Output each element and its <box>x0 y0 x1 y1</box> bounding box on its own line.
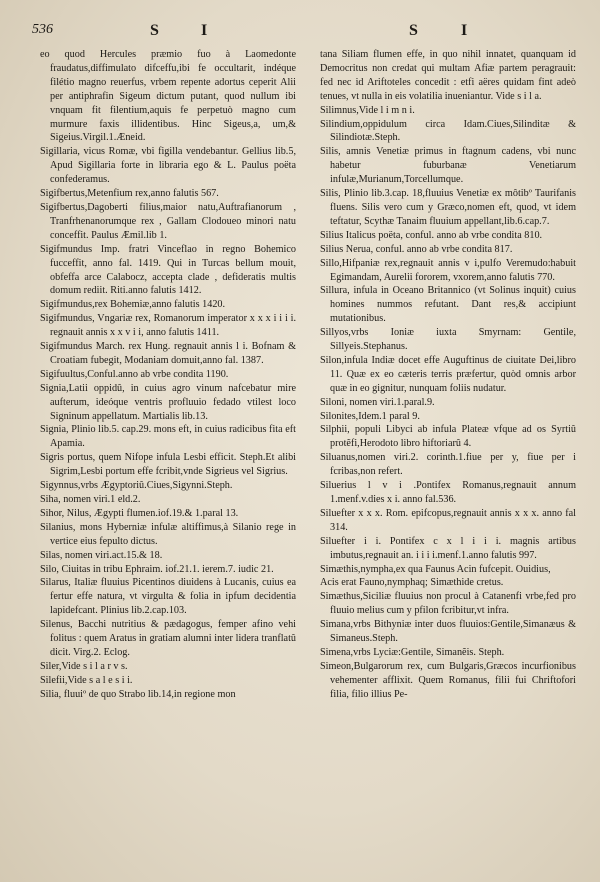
dictionary-entry: Silenus, Bacchi nutritius & pædagogus, femper afino vehi folitus : quem Aratus in gratiam alumni inter lidera tranflatû dicit. Virg.2. Eclog. <box>40 619 296 658</box>
dictionary-entry: Sigifuultus,Conful.anno ab vrbe condita 1190. <box>40 368 229 380</box>
dictionary-entry: Simena,vrbs Lyciæ:Gentile, Simanẽis. Steph. <box>320 646 505 658</box>
right-column <box>320 48 576 702</box>
dictionary-entry: Sigifmundus,rex Bohemiæ,anno falutis 1420. <box>40 299 226 311</box>
running-header <box>0 22 600 46</box>
dictionary-entry: Silonites,Idem.1 paral 9. <box>320 410 420 422</box>
header-letter-left-1: S <box>150 22 159 39</box>
dictionary-entry: Sigifmundus March. rex Hung. regnauit annis l i. Bofnam & Croatiam fubegit, Modaniam domuit,anno fal. 1387. <box>40 341 296 366</box>
dictionary-entry: Siluerius l v i .Pontifex Romanus,regnauit annum 1.menf.v.dies x i. anno fal.536. <box>320 480 576 505</box>
dictionary-entry: Sigifmundus, Vngariæ rex, Romanorum imperator x x x i i i i. regnauit annis x x v i i, anno falutis 1411. <box>40 313 296 339</box>
dictionary-entry: Sillo,Hifpaniæ rex,regnauit annis v i,pulfo Veremudo:habuit Egimandam, Aurelii fororem, vxorem,anno falutis 770. <box>320 257 576 283</box>
left-column <box>40 48 296 702</box>
dictionary-entry: Silon,infula Indiæ docet effe Auguftinus de ciuitate Dei,libro 11. Quæ ex eo cæteris terris præfertur, quòd omnis arbor quæ in eo gignitur, nunquam foliis nudatur. <box>320 354 576 394</box>
header-letter-right-2: I <box>461 22 468 39</box>
dictionary-entry: Siluefter i i. Pontifex c x l i i i. magnis artibus imbutus,regnauit an. i i i i.menf.1.anno falutis 997. <box>320 535 576 561</box>
dictionary-entry: Simæthis,nympha,ex qua Faunus Acin fufcepit. Ouidius, <box>320 563 551 575</box>
dictionary-entry: Silia, fluuiº de quo Strabo lib.14,in regione mon <box>40 688 236 700</box>
dictionary-entry: Sigifbertus,Metenfium rex,anno falutis 567. <box>40 188 219 200</box>
dictionary-entry: Silimnus,Vide l i m n i. <box>320 104 415 116</box>
dictionary-entry: Siluefter x x x. Rom. epifcopus,regnauit annis x x x. anno fal 314. <box>320 507 576 533</box>
dictionary-entry: Signia, Plinio lib.5. cap.29. mons eft, in cuius radicibus fita eft Apamia. <box>40 424 296 450</box>
dictionary-entry: Sigifmundus Imp. fratri Vinceflao in regno Bohemico fucceffit, anno fal. 1419. Qui in Turcas bellum mouit, obfeffa arce Calabocz, accepta clade , defideratis multis domum rediit. Riti.anno falutis 1412. <box>40 243 296 297</box>
dictionary-entry: Silanius, mons Hyberniæ infulæ altiffimus,à Silanio rege in vertice eius fepulto dictus. <box>40 521 296 547</box>
dictionary-entry: Silefii,Vide s a l e s i i. <box>40 674 133 686</box>
dictionary-entry: Silius Italicus poëta, conful. anno ab vrbe condita 810. <box>320 229 543 241</box>
dictionary-entry: Silas, nomen viri.act.15.& 18. <box>40 549 163 561</box>
dictionary-entry: Silius Nerua, conful. anno ab vrbe condita 817. <box>320 243 513 255</box>
dictionary-entry: Simana,vrbs Bithyniæ inter duos fluuios:Gentile,Simanæus & Simaneus.Steph. <box>320 619 576 645</box>
header-letter-right-1: S <box>409 22 418 39</box>
header-letter-left-2: I <box>201 22 208 39</box>
dictionary-entry: Simæthus,Siciliæ fluuius non procul à Catanenfi vrbe,fed pro fluuio melius cum y pfilon fcribitur,vt infra. <box>320 591 576 617</box>
dictionary-entry: Sigillaria, vicus Romæ, vbi figilla vendebantur. Gellius lib.5, Apud Sigillaria forte in libraria ego & L. Paulus poëta confederamus. <box>40 146 296 186</box>
dictionary-entry: Silphii, populi Libyci ab infula Plateæ vfque ad os Syrtiû protẽfi,Herodoto libro hiftoriarû 4. <box>320 424 576 450</box>
dictionary-entry: Siha, nomen viri.1 eld.2. <box>40 494 141 505</box>
page-number: 536 <box>32 22 53 37</box>
dictionary-entry: Acis erat Fauno,nymphaq; Simæthide cretus. <box>320 577 504 589</box>
dictionary-entry: Simeon,Bulgarorum rex, cum Bulgaris,Græcos incurfionibus vehementer afflixit. Quem Romanus, filii fui Chriftofori filia, filio illius Pe- <box>320 660 576 700</box>
dictionary-entry: Silis, amnis Venetiæ primus in ftagnum cadens, vbi nunc habetur fuburbanæ Venetiarum infulæ,Murianum,Torcellumque. <box>320 146 576 186</box>
dictionary-entry: eo quod Hercules præmio fuo à Laomedonte fraudatus,diffimulato difceffu,ibi fe occultarit, indéque filétio magno reuerfus, vrbem repente adortus ceperit Alii per antiphrafin Sigeum dictum putant, quod nullum ibi vnquam fit filentium,aquis fe perpetuò magno cum murmure faxis illidentibus. Hinc Sigeus,a, um,& Sigeius.Virgil.1.Æneid. <box>40 49 296 144</box>
dictionary-entry: Silis, Plinio lib.3.cap. 18,fluuius Venetiæ ex môtibº Taurifanis fluens. Silis vero cum y Græco,nomen eft, quod, vt idem teftatur, Scythæ Tanaim fluuium appellant,lib.6.cap.7. <box>320 188 576 227</box>
dictionary-entry: Sillura, infula in Oceano Britannico (vt Solinus inquit) cuius homines nummos refutant. Dant res,& accipiunt mutationibus. <box>320 285 576 325</box>
dictionary-entry: Sigris portus, quem Nifope infula Lesbi efficit. Steph.Et alibi Sigrim,Lesbi portum effe fcribit,vnde Sigrieus vel Sigrius. <box>40 452 296 478</box>
dictionary-entry: tana Siliam flumen effe, in quo nihil innatet, quanquam id Democritus non credat qui multam Afiæ partem peragrauit: fed nec id Ariftoteles concedit : etfi aëres quidam fint adeò tenues, vt nulla in eis volatilia inueniantur. Vide s i l a. <box>320 49 576 102</box>
dictionary-entry: Sigynnus,vrbs Ægyptoriû.Ciues,Sigynni.Steph. <box>40 480 233 492</box>
dictionary-entry: Silo, Ciuitas in tribu Ephraim. iof.21.1. ierem.7. iudic 21. <box>40 563 274 575</box>
dictionary-entry: Silarus, Italiæ fluuius Picentinos diuidens à Lucanis, cuius ea fertur effe natura, vt virgulta & folia in ipfum decidentia lapidefcant. Plinius lib.2.cap.103. <box>40 577 296 617</box>
dictionary-entry: Silindium,oppidulum circa Idam.Ciues,Silinditæ & Silindiotæ.Steph. <box>320 118 576 144</box>
dictionary-entry: Sigifbertus,Dagoberti filius,maior natu,Auftrafianorum , Tranfrhenanorumque rex , Gallam Clodoueo minori natu conceffit. Paulus Æmil.lib 1. <box>40 201 296 241</box>
dictionary-entry: Siler,Vide s i l a r v s. <box>40 660 128 672</box>
dictionary-entry: Sillyos,vrbs Ioniæ iuxta Smyrnam: Gentile, Sillyeis.Stephanus. <box>320 327 576 353</box>
dictionary-entry: Siluanus,nomen viri.2. corinth.1.fiue per y, fiue per i fcribas,non refert. <box>320 452 576 478</box>
dictionary-entry: Siloni, nomen viri.1.paral.9. <box>320 396 435 408</box>
dictionary-entry: Sihor, Nilus, Ægypti flumen.iof.19.& 1.paral 13. <box>40 507 239 519</box>
dictionary-entry: Signia,Latii oppidû, in cuius agro vinum nafcebatur mire aufterum, ideóque ventris profluuio fedado vtilest loco Signinum appellatum. Martialis lib.13. <box>40 382 296 422</box>
